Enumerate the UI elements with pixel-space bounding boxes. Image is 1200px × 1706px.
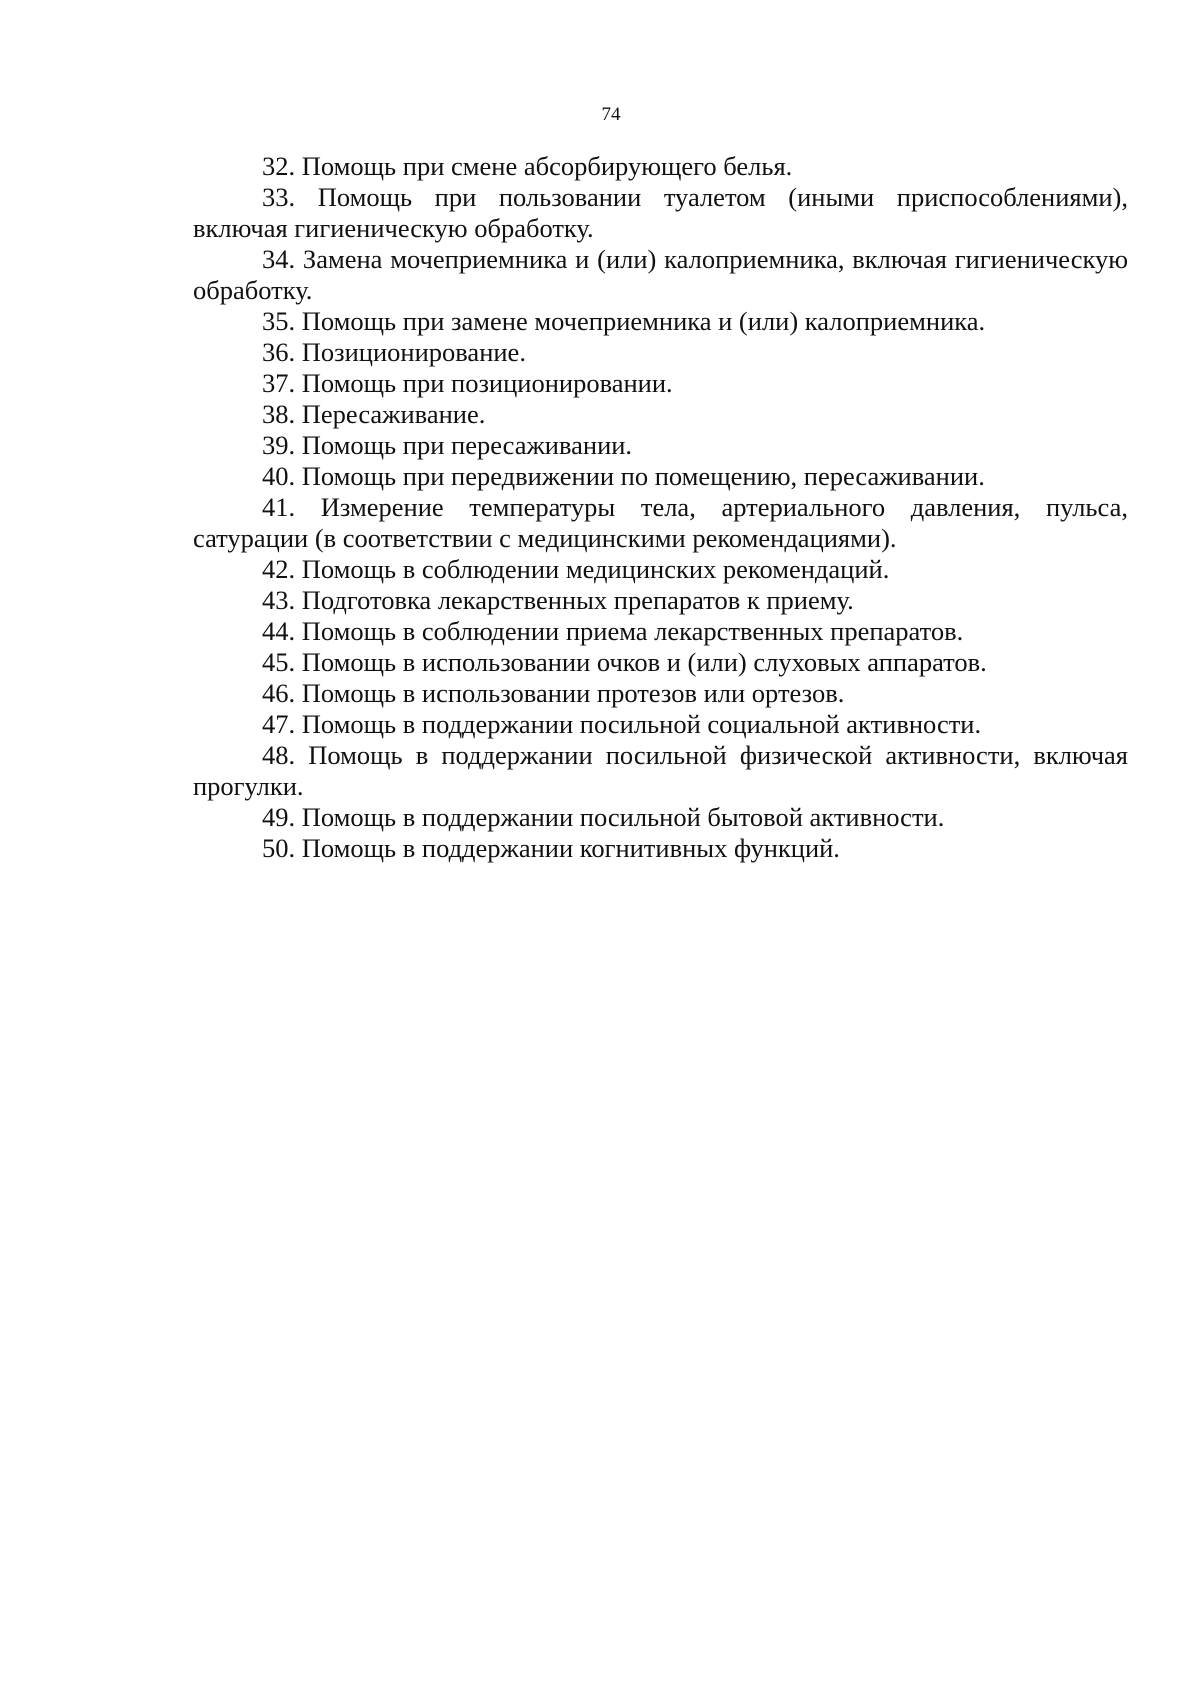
item-text: Помощь при смене абсорбирующего белья. [301, 151, 793, 181]
item-number: 35. [262, 306, 296, 336]
item-text: Пересаживание. [301, 399, 486, 429]
list-item [193, 740, 1128, 802]
item-text: Помощь в поддержании посильной физической активности, включая прогулки. [193, 740, 1129, 801]
item-number: 46. [262, 678, 296, 708]
list-item [193, 337, 1128, 368]
list-item [193, 306, 1128, 337]
item-number: 40. [262, 461, 296, 491]
item-text: Замена мочеприемника и (или) калоприемника, включая гигиеническую обработку. [193, 244, 1129, 305]
item-text: Помощь в поддержании когнитивных функций. [301, 833, 840, 863]
list-item [193, 585, 1128, 616]
item-text: Помощь в поддержании посильной социальной активности. [301, 709, 982, 739]
item-number: 48. [262, 740, 296, 770]
item-number: 47. [262, 709, 296, 739]
item-number: 42. [262, 554, 296, 584]
item-number: 45. [262, 647, 296, 677]
item-text: Помощь при замене мочеприемника и (или) калоприемника. [301, 306, 986, 336]
list-item [193, 647, 1128, 678]
list-item [193, 709, 1128, 740]
list-item [193, 678, 1128, 709]
item-text: Помощь при пересаживании. [301, 430, 633, 460]
item-number: 43. [262, 585, 296, 615]
item-text: Помощь в использовании протезов или ортезов. [301, 678, 845, 708]
list-item [193, 430, 1128, 461]
item-number: 38. [262, 399, 296, 429]
item-text: Помощь в использовании очков и (или) слуховых аппаратов. [301, 647, 987, 677]
item-text: Помощь в соблюдении медицинских рекомендаций. [301, 554, 890, 584]
document-body [193, 151, 1128, 864]
list-item [193, 554, 1128, 585]
item-number: 33. [262, 182, 296, 212]
list-item [193, 151, 1128, 182]
item-text: Помощь при позиционировании. [301, 368, 673, 398]
list-item [193, 244, 1128, 306]
item-number: 44. [262, 616, 296, 646]
list-item [193, 492, 1128, 554]
item-number: 50. [262, 833, 296, 863]
list-item [193, 833, 1128, 864]
list-item [193, 399, 1128, 430]
item-number: 36. [262, 337, 296, 367]
item-number: 34. [262, 244, 296, 274]
item-text: Позиционирование. [301, 337, 526, 367]
item-text: Помощь в поддержании посильной бытовой активности. [301, 802, 945, 832]
list-item [193, 616, 1128, 647]
list-item [193, 461, 1128, 492]
item-number: 41. [262, 492, 296, 522]
item-text: Помощь при пользовании туалетом (иными приспособлениями), включая гигиеническую обработку. [193, 182, 1129, 243]
item-text: Подготовка лекарственных препаратов к приему. [301, 585, 854, 615]
item-number: 39. [262, 430, 296, 460]
item-text: Измерение температуры тела, артериального давления, пульса, сатурации (в соответствии с медицинскими рекомендациями). [193, 492, 1128, 553]
page-number: 74 [601, 104, 621, 125]
item-text: Помощь при передвижении по помещению, пересаживании. [301, 461, 985, 491]
item-text: Помощь в соблюдении приема лекарственных препаратов. [301, 616, 964, 646]
list-item [193, 182, 1128, 244]
list-item [193, 802, 1128, 833]
list-item [193, 368, 1128, 399]
item-number: 32. [262, 151, 296, 181]
item-number: 49. [262, 802, 296, 832]
item-number: 37. [262, 368, 296, 398]
